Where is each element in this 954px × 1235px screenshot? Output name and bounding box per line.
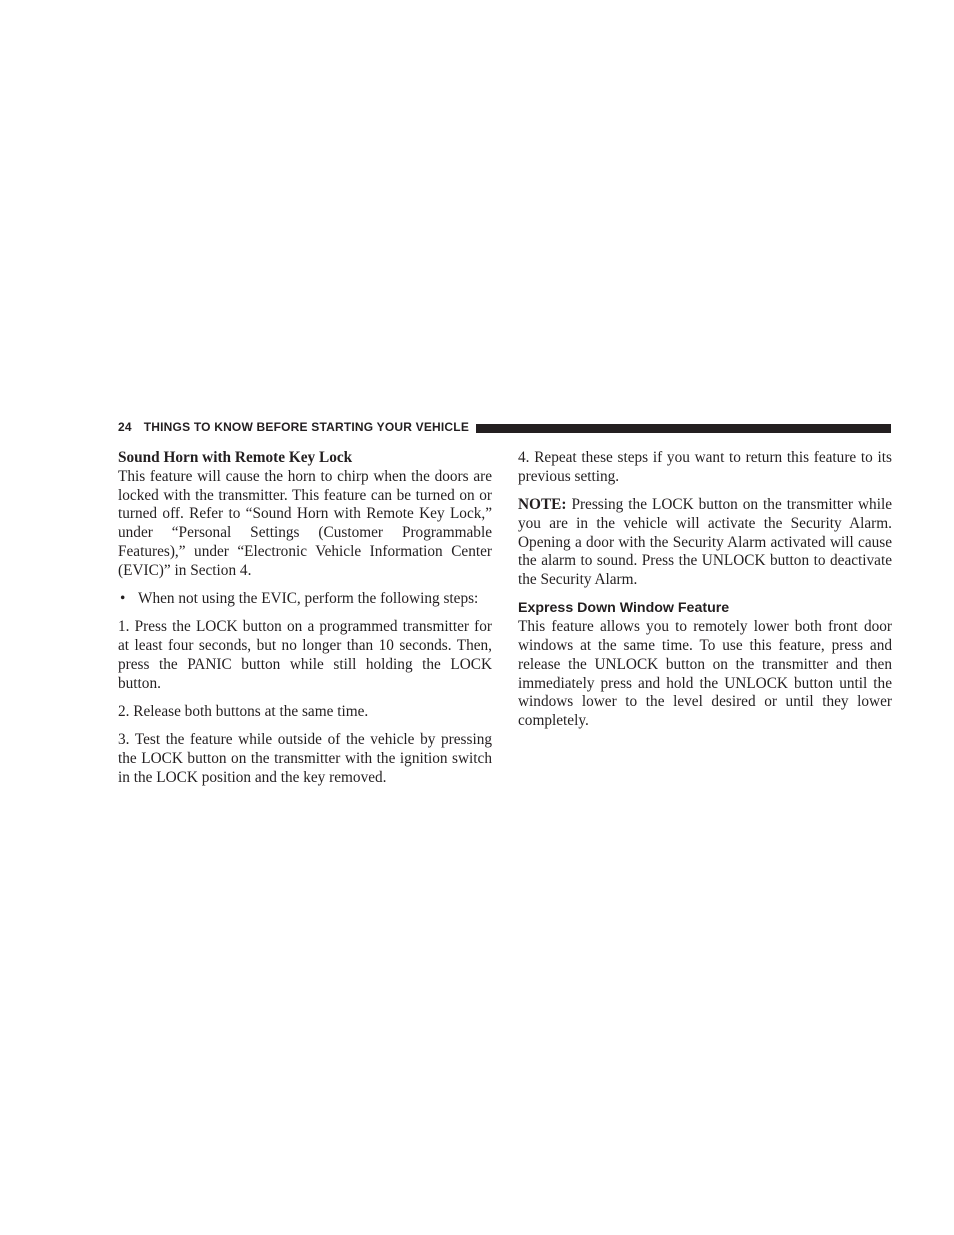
step-1: 1. Press the LOCK button on a programmed transmitter for at least four seconds, but no longer than 10 seconds. Then, press the PANIC button while still holding the LOCK button. xyxy=(118,618,492,692)
left-column xyxy=(118,449,492,797)
page-header xyxy=(118,419,891,435)
paragraph-express-down: This feature allows you to remotely lower both front door windows at the same time. To use this feature, press and release the UNLOCK button on the transmitter and then immediately press and hold the UNLOCK button until the windows lower to the level desired or until they lower completely. xyxy=(518,618,892,730)
step-4: 4. Repeat these steps if you want to return this feature to its previous setting. xyxy=(518,449,892,485)
heading-sound-horn: Sound Horn with Remote Key Lock xyxy=(118,449,353,466)
bullet-mark: • xyxy=(120,589,126,607)
section-title: THINGS TO KNOW BEFORE STARTING YOUR VEHICLE xyxy=(143,420,470,434)
paragraph-intro: This feature will cause the horn to chirp when the doors are locked with the transmitter. This feature can be turned on or turned off. Refer to “Sound Horn with Remote Key Lock,” under “Personal Settings (Customer Programmable Features),” under “Electronic Vehicle Information Center (EVIC)” in Section 4. xyxy=(118,467,492,579)
step-3: 3. Test the feature while outside of the vehicle by pressing the LOCK button on the transmitter with the ignition switch in the LOCK position and the key removed. xyxy=(118,730,492,786)
right-column xyxy=(518,449,892,740)
page-number: 24 xyxy=(118,420,132,434)
note-text: Pressing the LOCK button on the transmitter while you are in the vehicle will activate the Security Alarm. Opening a door with the Security Alarm activated will cause the alarm to sound. Press the UNLOCK button to deactivate the Security Alarm. xyxy=(518,495,892,589)
header-rule xyxy=(476,424,891,433)
note-paragraph xyxy=(518,496,892,590)
bullet-text: When not using the EVIC, perform the following steps: xyxy=(138,589,479,607)
bullet-item xyxy=(118,590,492,609)
step-2: 2. Release both buttons at the same time. xyxy=(118,702,369,720)
heading-express-down: Express Down Window Feature xyxy=(518,600,730,617)
note-label: NOTE: xyxy=(518,495,567,513)
